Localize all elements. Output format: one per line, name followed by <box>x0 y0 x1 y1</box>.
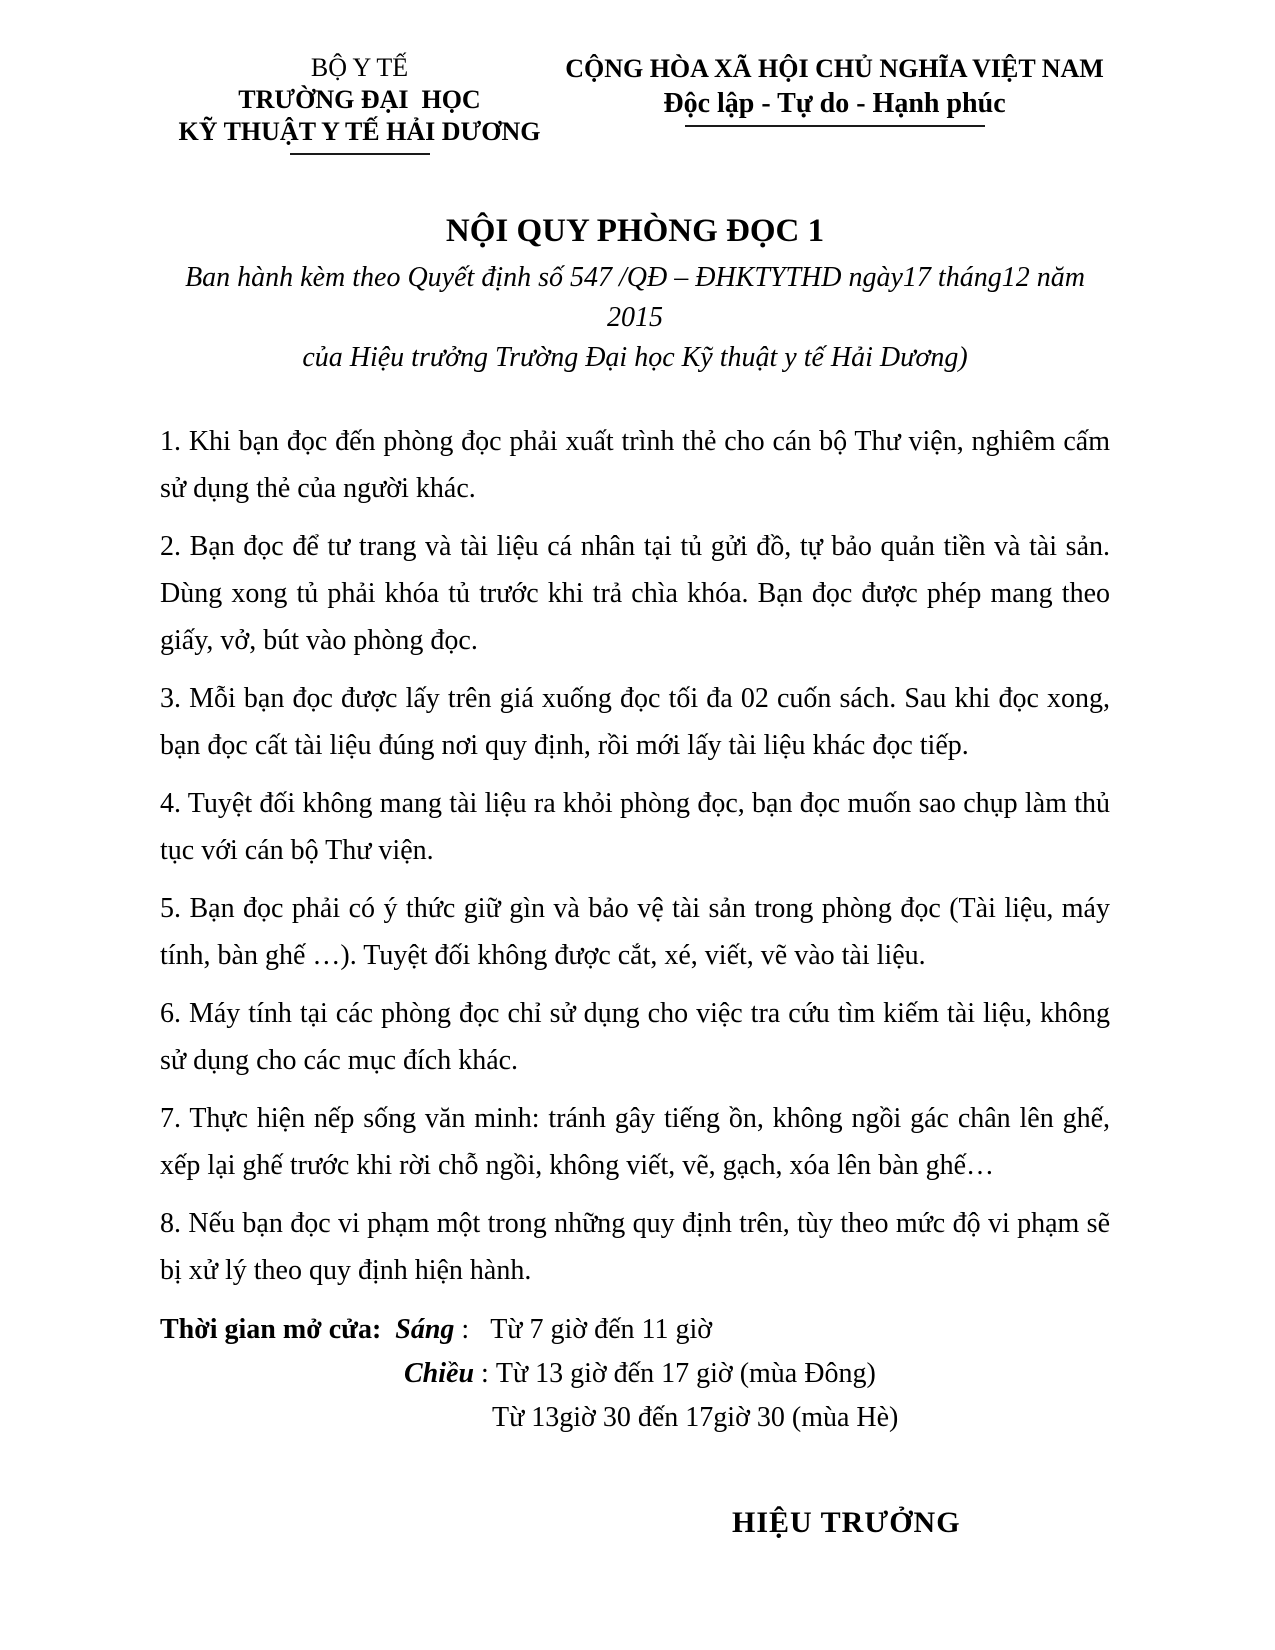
national-motto: Độc lập - Tự do - Hạnh phúc <box>663 88 1006 119</box>
ministry-name: BỘ Y TẾ <box>310 53 409 82</box>
university-name-line1: TRƯỜNG ĐẠI HỌC <box>238 85 481 114</box>
opening-hours-label: Thời gian mở cửa: <box>160 1314 382 1345</box>
opening-hours-block <box>160 1308 1110 1440</box>
afternoon-separator: : <box>481 1358 489 1389</box>
rule-paragraph-1: 1. Khi bạn đọc đến phòng đọc phải xuất trình thẻ cho cán bộ Thư viện, nghiêm cấm sử dụng thẻ của người khác. <box>160 426 1110 504</box>
subtitle-line-2: của Hiệu trưởng Trường Đại học Kỹ thuật y tế Hải Dương) <box>302 342 968 373</box>
issuing-org-block <box>160 52 559 155</box>
opening-hours-afternoon-line <box>160 1352 1110 1396</box>
rule-paragraph-6: 6. Máy tính tại các phòng đọc chỉ sử dụng cho việc tra cứu tìm kiếm tài liệu, không sử dụng cho các mục đích khác. <box>160 998 1110 1076</box>
morning-label: Sáng <box>395 1314 455 1345</box>
afternoon-label: Chiều <box>404 1358 475 1389</box>
morning-separator: : <box>461 1314 470 1345</box>
country-name: CỘNG HÒA XÃ HỘI CHỦ NGHĨA VIỆT NAM <box>565 54 1104 83</box>
opening-hours-summer-line <box>160 1396 1110 1440</box>
afternoon-time-summer: Từ 13giờ 30 đến 17giờ 30 (mùa Hè) <box>492 1402 899 1433</box>
signature-title: HIỆU TRƯỞNG <box>732 1506 961 1539</box>
university-name-line2: KỸ THUẬT Y TẾ HẢI DƯƠNG <box>178 117 541 146</box>
afternoon-time-winter: Từ 13 giờ đến 17 giờ (mùa Đông) <box>495 1358 876 1389</box>
rules-list <box>160 418 1110 1294</box>
subtitle-line-1: Ban hành kèm theo Quyết định số 547 /QĐ – ĐHKTYTHD ngày17 tháng12 năm 2015 <box>185 262 1085 333</box>
rule-paragraph-2: 2. Bạn đọc để tư trang và tài liệu cá nhân tại tủ gửi đồ, tự bảo quản tiền và tài sản. Dùng xong tủ phải khóa tủ trước khi trả chìa khóa. Bạn đọc được phép mang theo giấy, vở, bút vào phòng đọc. <box>160 531 1110 656</box>
rule-paragraph-7: 7. Thực hiện nếp sống văn minh: tránh gây tiếng ồn, không ngồi gác chân lên ghế, xếp lại ghế trước khi rời chỗ ngồi, không viết, vẽ, gạch, xóa lên bàn ghế… <box>160 1103 1110 1181</box>
rule-paragraph-4: 4. Tuyệt đối không mang tài liệu ra khỏi phòng đọc, bạn đọc muốn sao chụp làm thủ tục với cán bộ Thư viện. <box>160 788 1110 866</box>
header-left-divider <box>290 153 430 155</box>
header-right-divider <box>685 125 985 127</box>
signature-block <box>160 1506 1110 1540</box>
rule-paragraph-3: 3. Mỗi bạn đọc được lấy trên giá xuống đọc tối đa 02 cuốn sách. Sau khi đọc xong, bạn đọc cất tài liệu đúng nơi quy định, rồi mới lấy tài liệu khác đọc tiếp. <box>160 683 1110 761</box>
rule-paragraph-8: 8. Nếu bạn đọc vi phạm một trong những quy định trên, tùy theo mức độ vi phạm sẽ bị xử lý theo quy định hiện hành. <box>160 1208 1110 1286</box>
document-title: NỘI QUY PHÒNG ĐỌC 1 <box>445 213 825 249</box>
rule-paragraph-5: 5. Bạn đọc phải có ý thức giữ gìn và bảo vệ tài sản trong phòng đọc (Tài liệu, máy tính, bàn ghế …). Tuyệt đối không được cắt, xé, viết, vẽ vào tài liệu. <box>160 893 1110 971</box>
national-heading-block <box>559 52 1110 155</box>
document-header <box>160 52 1110 155</box>
morning-time: Từ 7 giờ đến 11 giờ <box>490 1314 713 1345</box>
opening-hours-morning-line <box>160 1308 1110 1352</box>
